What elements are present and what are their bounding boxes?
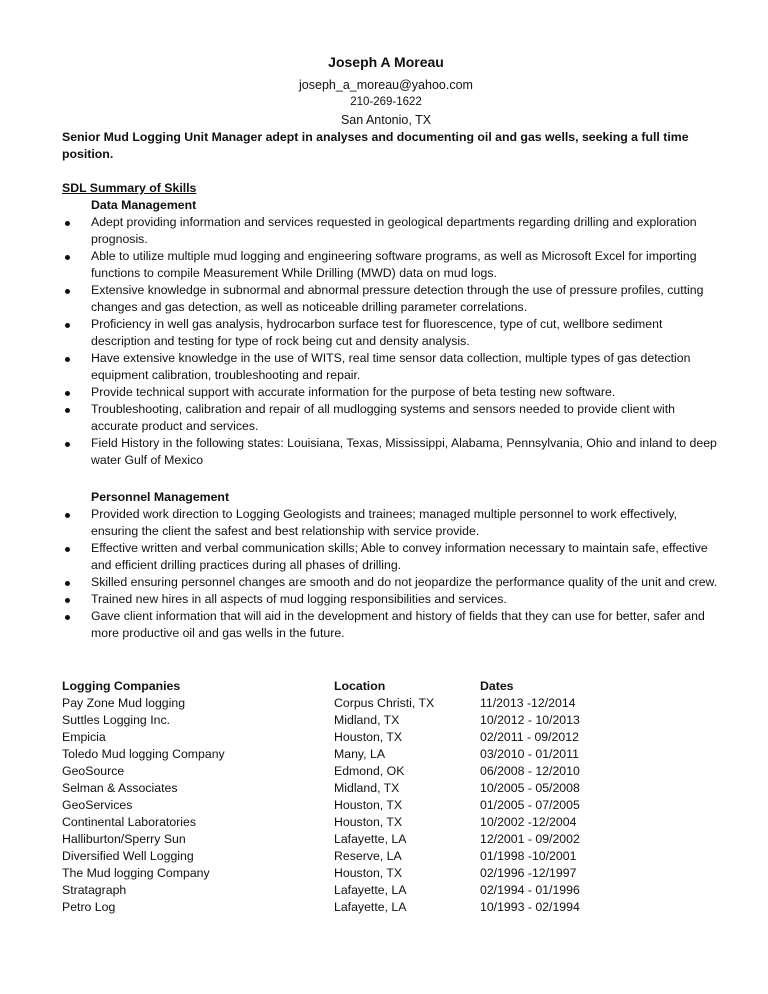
bullet-icon <box>65 255 70 260</box>
bullet-icon <box>65 513 70 518</box>
bullet-icon <box>65 598 70 603</box>
bullet-icon <box>65 547 70 552</box>
list-item: Adept providing information and services requested in geological departments regarding drilling and exploration prognosis. <box>62 214 722 248</box>
email-address: joseph_a_moreau@yahoo.com <box>299 78 473 92</box>
location-cell: Midland, TX <box>334 713 400 727</box>
list-item: Provided work direction to Logging Geologists and trainees; managed multiple personnel to work effectively, ensuring the client the safest and best relationship with service provide. <box>62 506 722 540</box>
company-cell: Continental Laboratories <box>62 815 196 829</box>
bullet-icon <box>65 442 70 447</box>
dates-cell: 10/1993 - 02/1994 <box>480 900 580 914</box>
data-management-heading: Data Management <box>91 198 197 212</box>
list-item: Skilled ensuring personnel changes are smooth and do not jeopardize the performance quality of the unit and crew. <box>62 574 722 591</box>
table-row <box>62 814 662 831</box>
company-cell: The Mud logging Company <box>62 866 210 880</box>
data-management-list <box>62 214 722 469</box>
dates-cell: 03/2010 - 01/2011 <box>480 747 579 761</box>
dates-cell: 12/2001 - 09/2002 <box>480 832 580 846</box>
list-item: Proficiency in well gas analysis, hydrocarbon surface test for fluorescence, type of cut, wellbore sediment description and testing for type of rock being cut and density analysis. <box>62 316 722 350</box>
location-cell: Lafayette, LA <box>334 832 407 846</box>
location-cell: Corpus Christi, TX <box>334 696 435 710</box>
bullet-icon <box>65 391 70 396</box>
city-location: San Antonio, TX <box>340 113 432 127</box>
company-cell: Toledo Mud logging Company <box>62 747 225 761</box>
logging-companies-table <box>62 678 662 916</box>
table-row <box>62 797 662 814</box>
dates-cell: 10/2012 - 10/2013 <box>480 713 580 727</box>
list-item: Trained new hires in all aspects of mud logging responsibilities and services. <box>62 591 722 608</box>
location-cell: Houston, TX <box>334 798 403 812</box>
company-cell: Diversified Well Logging <box>62 849 194 863</box>
list-item: Provide technical support with accurate information for the purpose of beta testing new software. <box>62 384 722 401</box>
location-cell: Houston, TX <box>334 815 403 829</box>
list-item: Field History in the following states: Louisiana, Texas, Mississippi, Alabama, Pennsylvania, Ohio and inland to deep water Gulf of Mexico <box>62 435 722 469</box>
table-row <box>62 780 662 797</box>
bullet-icon <box>65 408 70 413</box>
table-row <box>62 695 662 712</box>
phone-number: 210-269-1622 <box>350 96 422 108</box>
location-cell: Lafayette, LA <box>334 900 407 914</box>
list-item: Able to utilize multiple mud logging and engineering software programs, as well as Microsoft Excel for importing functions to compile Measurement While Drilling (MWD) data on mud logs. <box>62 248 722 282</box>
table-row <box>62 865 662 882</box>
table-row <box>62 848 662 865</box>
personnel-management-heading: Personnel Management <box>91 490 230 504</box>
bullet-icon <box>65 615 70 620</box>
candidate-name: Joseph A Moreau <box>328 54 444 70</box>
list-item: Troubleshooting, calibration and repair of all mudlogging systems and sensors needed to provide client with accurate product and services. <box>62 401 722 435</box>
location-cell: Houston, TX <box>334 866 403 880</box>
objective-statement: Senior Mud Logging Unit Manager adept in analyses and documenting oil and gas wells, seeking a full time position. <box>62 130 689 161</box>
column-header-company: Logging Companies <box>62 679 181 693</box>
company-cell: GeoSource <box>62 764 125 778</box>
company-cell: Selman & Associates <box>62 781 178 795</box>
company-cell: Halliburton/Sperry Sun <box>62 832 186 846</box>
column-header-location: Location <box>334 679 386 693</box>
dates-cell: 06/2008 - 12/2010 <box>480 764 580 778</box>
location-cell: Edmond, OK <box>334 764 405 778</box>
column-header-dates: Dates <box>480 679 514 693</box>
company-cell: Empicia <box>62 730 106 744</box>
location-cell: Many, LA <box>334 747 386 761</box>
bullet-icon <box>65 581 70 586</box>
location-cell: Midland, TX <box>334 781 400 795</box>
bullet-icon <box>65 221 70 226</box>
dates-cell: 01/2005 - 07/2005 <box>480 798 580 812</box>
personnel-management-list <box>62 506 722 642</box>
dates-cell: 10/2002 -12/2004 <box>480 815 577 829</box>
company-cell: Stratagraph <box>62 883 127 897</box>
location-cell: Houston, TX <box>334 730 403 744</box>
company-cell: GeoServices <box>62 798 133 812</box>
table-row <box>62 763 662 780</box>
skills-heading: SDL Summary of Skills <box>62 181 197 195</box>
bullet-icon <box>65 289 70 294</box>
table-row <box>62 729 662 746</box>
dates-cell: 02/1996 -12/1997 <box>480 866 577 880</box>
list-item: Extensive knowledge in subnormal and abnormal pressure detection through the use of pressure profiles, cutting changes and gas detection, as well as noticeable drilling parameter correlations. <box>62 282 722 316</box>
dates-cell: 10/2005 - 05/2008 <box>480 781 580 795</box>
dates-cell: 02/2011 - 09/2012 <box>480 730 579 744</box>
dates-cell: 01/1998 -10/2001 <box>480 849 577 863</box>
company-cell: Petro Log <box>62 900 116 914</box>
location-cell: Reserve, LA <box>334 849 402 863</box>
company-cell: Suttles Logging Inc. <box>62 713 171 727</box>
table-row <box>62 746 662 763</box>
table-row <box>62 712 662 729</box>
company-cell: Pay Zone Mud logging <box>62 696 186 710</box>
dates-cell: 02/1994 - 01/1996 <box>480 883 580 897</box>
list-item: Have extensive knowledge in the use of WITS, real time sensor data collection, multiple types of gas detection equipment calibration, troubleshooting and repair. <box>62 350 722 384</box>
table-row <box>62 882 662 899</box>
bullet-icon <box>65 357 70 362</box>
location-cell: Lafayette, LA <box>334 883 407 897</box>
dates-cell: 11/2013 -12/2014 <box>480 696 576 710</box>
list-item: Effective written and verbal communication skills; Able to convey information necessary to maintain safe, effective and efficient drilling practices during all phases of drilling. <box>62 540 722 574</box>
table-row <box>62 899 662 916</box>
table-row <box>62 831 662 848</box>
table-header-row <box>62 678 662 695</box>
list-item: Gave client information that will aid in the development and history of fields that they can use for better, safer and more productive oil and gas wells in the future. <box>62 608 722 642</box>
bullet-icon <box>65 323 70 328</box>
